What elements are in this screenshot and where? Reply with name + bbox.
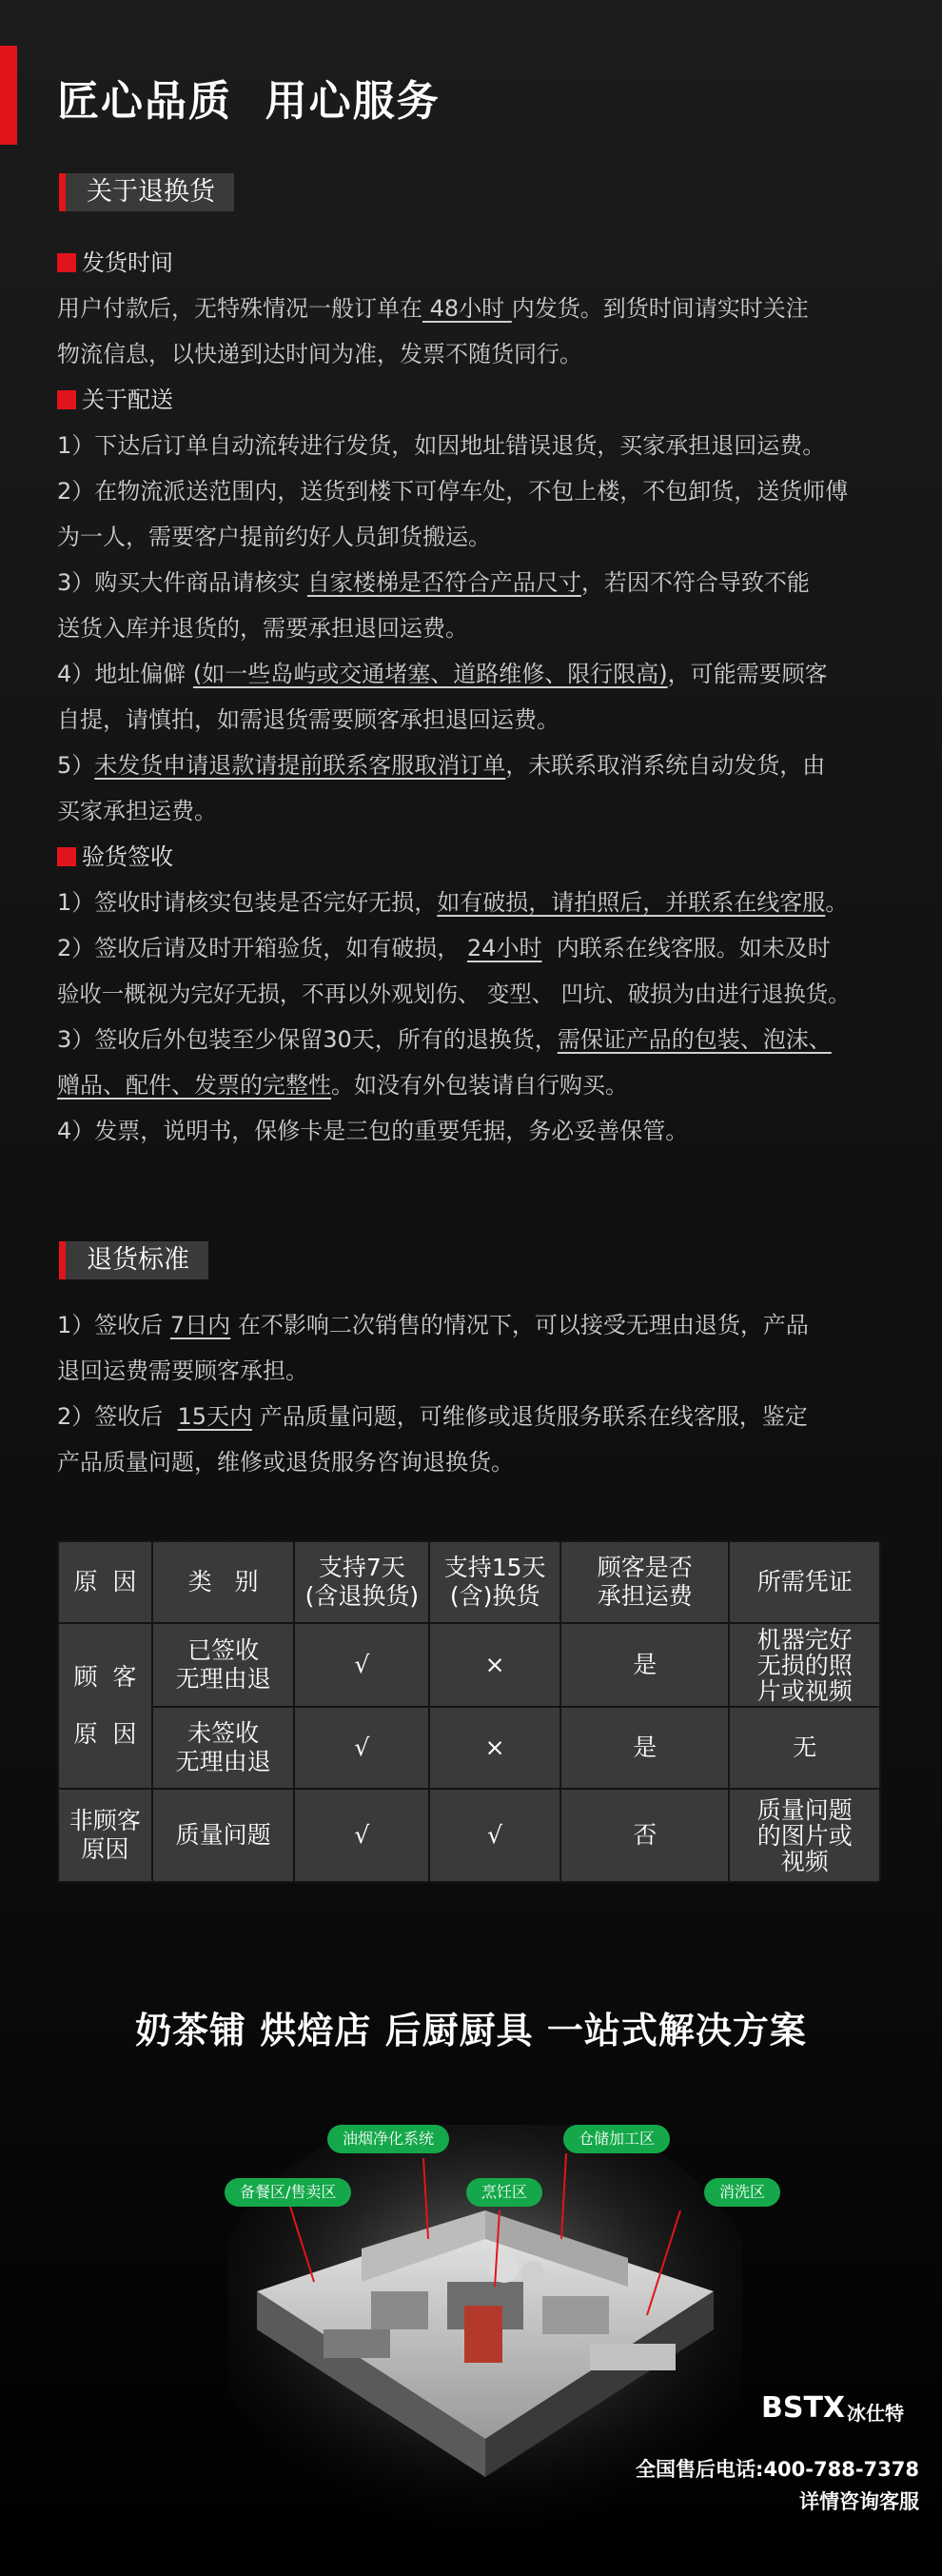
section-tag-return-standard: 退货标准 [59,1241,208,1279]
standard-item-2b: 产品质量问题，维修或退货服务咨询退换货。 [57,1449,514,1476]
inspection-item-2a: 2）签收后请及时开箱验货，如有破损， 24小时 内联系在线客服。如未及时 [57,935,831,961]
type-cell: 未签收 无理由退 [152,1707,295,1789]
delivery-item-4a: 4）地址偏僻 (如一些岛屿或交通堵塞、道路维修、限行限高)，可能需要顾客 [57,661,828,687]
cross-cell: × [429,1623,560,1707]
proof-cell: 质量问题 的图片或 视频 [729,1789,880,1882]
cross-cell: × [429,1707,560,1789]
type-cell: 质量问题 [152,1789,295,1882]
delivery-item-2a: 2）在物流派送范围内，送货到楼下可停车处，不包上楼，不包卸货，送货师傅 [57,478,849,505]
consult-text: 详情咨询客服 [799,2490,919,2513]
delivery-item-5a: 5）未发货申请退款请提前联系客服取消订单，未联系取消系统自动发货，由 [57,752,826,779]
inspection-item-1: 1）签收时请核实包装是否完好无损，如有破损，请拍照后，并联系在线客服。 [57,889,849,916]
section-tag-returns: 关于退换货 [59,173,234,211]
standard-item-1b: 退回运费需要顾客承担。 [57,1357,308,1384]
zone-label-storage: 仓储加工区 [563,2125,670,2153]
zone-label-ventilation: 油烟净化系统 [327,2125,449,2153]
brand-logo: BSTX [761,2391,846,2425]
inspection-item-3a: 3）签收后外包装至少保留30天，所有的退换货，需保证产品的包装、泡沫、 [57,1026,832,1053]
reason-cell-non-customer: 非顾客 原因 [58,1789,152,1882]
bullet-square-icon [57,847,76,866]
bullet-square-icon [57,253,76,272]
return-standard-body [57,1302,918,1485]
table-header-cell: 支持7天 (含退换货) [294,1541,429,1623]
returns-body [57,240,918,1154]
table-row [58,1623,880,1707]
standard-item-1a: 1）签收后 7日内 在不影响二次销售的情况下，可以接受无理由退货，产品 [57,1312,809,1338]
inspection-heading: 验货签收 [57,834,918,880]
service-phone: 全国售后电话:400-788-7378 [636,2458,919,2481]
proof-cell: 机器完好 无损的照 片或视频 [729,1623,880,1707]
freight-cell: 是 [560,1707,729,1789]
proof-cell: 无 [729,1707,880,1789]
brand-name: 冰仕特 [847,2402,904,2425]
inspection-item-2b: 验收一概视为完好无损，不再以外观划伤、 变型、 凹坑、破损为由进行退换货。 [57,981,851,1007]
check-cell: √ [294,1707,429,1789]
standard-item-2a: 2）签收后 15天内 产品质量问题，可维修或退货服务联系在线客服，鉴定 [57,1403,808,1430]
page-title: 匠心品质 用心服务 [57,77,441,126]
type-cell: 已签收 无理由退 [152,1623,295,1707]
shipping-line-1: 用户付款后，无特殊情况一般订单在 48小时 内发货。到货时间请实时关注 [57,295,809,322]
zone-label-cooking: 烹饪区 [466,2178,542,2207]
table-row [58,1707,880,1789]
inspection-item-3b: 赠品、配件、发票的完整性。如没有外包装请自行购买。 [57,1072,628,1099]
table-row [58,1789,880,1882]
check-cell: √ [294,1789,429,1882]
delivery-item-3b: 送货入库并退货的，需要承担退回运费。 [57,615,468,642]
delivery-item-1: 1）下达后订单自动流转进行发货，如因地址错误退货，买家承担退回运费。 [57,432,826,459]
return-policy-table [57,1540,881,1883]
table-header-cell: 原 因 [58,1541,152,1623]
delivery-item-5b: 买家承担运费。 [57,798,217,824]
table-header-cell: 类 别 [152,1541,295,1623]
delivery-item-4b: 自提，请慎拍，如需退货需要顾客承担退回运费。 [57,706,559,733]
bullet-square-icon [57,390,76,409]
delivery-item-2b: 为一人，需要客户提前约好人员卸货搬运。 [57,524,491,550]
reason-cell-customer: 顾 客 原 因 [58,1623,152,1789]
zone-label-serving: 备餐区/售卖区 [225,2178,351,2207]
shipping-line-2: 物流信息，以快递到达时间为准，发票不随货同行。 [57,341,582,367]
title-accent-bar [0,46,17,145]
inspection-item-4: 4）发票，说明书，保修卡是三包的重要凭据，务必妥善保管。 [57,1118,689,1144]
solution-title: 奶茶铺 烘焙店 后厨厨具 一站式解决方案 [135,2010,807,2051]
freight-cell: 否 [560,1789,729,1882]
delivery-heading: 关于配送 [57,377,918,423]
delivery-item-3a: 3）购买大件商品请核实 自家楼梯是否符合产品尺寸，若因不符合导致不能 [57,569,810,596]
check-cell: √ [429,1789,560,1882]
table-header-cell: 顾客是否 承担运费 [560,1541,729,1623]
table-header-cell: 支持15天 (含)换货 [429,1541,560,1623]
table-header-row [58,1541,880,1623]
check-cell: √ [294,1623,429,1707]
shipping-heading: 发货时间 [57,240,918,286]
table-header-cell: 所需凭证 [729,1541,880,1623]
freight-cell: 是 [560,1623,729,1707]
zone-label-washing: 消洗区 [704,2178,780,2207]
